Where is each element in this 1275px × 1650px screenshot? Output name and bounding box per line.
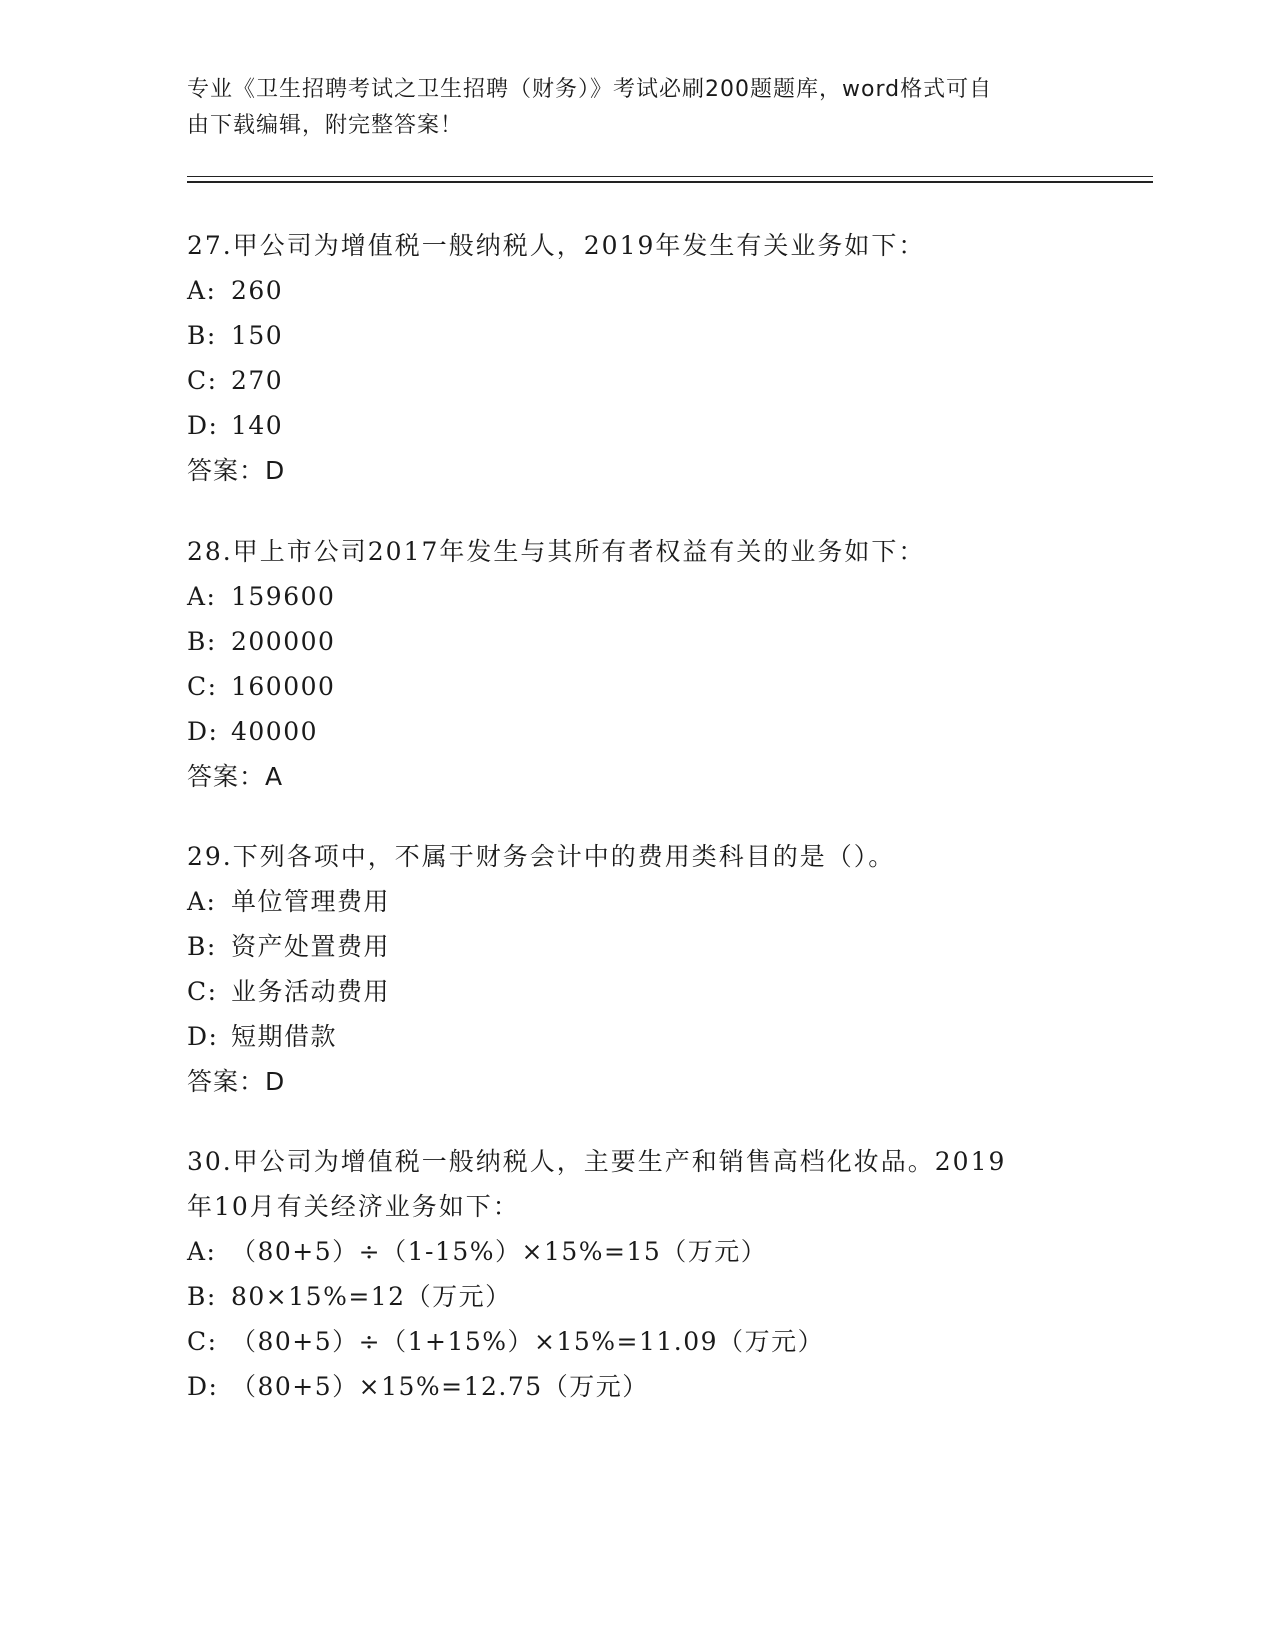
header-line: 由下载编辑，附完整答案！ [187, 113, 464, 138]
option-a [187, 574, 1087, 619]
option-key: B: [187, 932, 217, 961]
option-d [187, 1364, 1087, 1409]
option-a [187, 879, 1087, 924]
option-key: C: [187, 366, 218, 395]
option-text: （80+5）÷（1+15%）×15%=11.09（万元） [231, 1327, 825, 1356]
question-stem [187, 529, 1087, 574]
option-text: 200000 [231, 627, 336, 656]
option-key: D: [187, 1022, 219, 1051]
option-d [187, 1014, 1087, 1059]
option-key: C: [187, 1327, 218, 1356]
question-stem-line: 28.甲上市公司2017年发生与其所有者权益有关的业务如下： [187, 537, 926, 566]
answer-line: 答案：D [187, 1067, 286, 1096]
option-text: 单位管理费用 [231, 887, 391, 916]
option-c [187, 358, 1087, 403]
option-key: A: [187, 276, 217, 305]
option-b [187, 924, 1087, 969]
option-text: 160000 [231, 672, 336, 701]
option-a [187, 1229, 1087, 1274]
option-key: A: [187, 1237, 217, 1266]
document-header [187, 72, 1087, 144]
header-line: 专业《卫生招聘考试之卫生招聘（财务）》考试必刷200题题库，word格式可自 [187, 77, 993, 102]
option-key: D: [187, 411, 219, 440]
option-key: C: [187, 672, 218, 701]
option-key: A: [187, 887, 217, 916]
option-text: 270 [231, 366, 284, 395]
answer-line: 答案：D [187, 456, 286, 485]
option-key: C: [187, 977, 218, 1006]
option-b [187, 619, 1087, 664]
option-c [187, 969, 1087, 1014]
option-text: 80×15%=12（万元） [231, 1282, 512, 1311]
question-stem-line: 30.甲公司为增值税一般纳税人，主要生产和销售高档化妆品。2019 [187, 1147, 1007, 1176]
option-text: 业务活动费用 [231, 977, 391, 1006]
question-stem [187, 1139, 1087, 1229]
option-b [187, 1274, 1087, 1319]
option-key: D: [187, 1372, 219, 1401]
question-29 [187, 834, 1087, 1104]
header-divider-thin [187, 176, 1153, 177]
option-a [187, 268, 1087, 313]
option-b [187, 313, 1087, 358]
question-stem [187, 834, 1087, 879]
option-text: 159600 [231, 582, 336, 611]
option-text: 短期借款 [231, 1022, 338, 1051]
option-text: （80+5）×15%=12.75（万元） [231, 1372, 649, 1401]
option-key: B: [187, 1282, 217, 1311]
option-d [187, 403, 1087, 448]
option-d [187, 709, 1087, 754]
question-stem-line: 27.甲公司为增值税一般纳税人，2019年发生有关业务如下： [187, 231, 926, 260]
option-c [187, 1319, 1087, 1364]
question-30 [187, 1139, 1087, 1409]
option-key: D: [187, 717, 219, 746]
answer-line: 答案：A [187, 762, 284, 791]
option-key: B: [187, 321, 217, 350]
option-text: 140 [231, 411, 284, 440]
option-text: 40000 [231, 717, 319, 746]
question-stem [187, 223, 1087, 268]
question-27 [187, 223, 1087, 493]
option-text: 150 [231, 321, 284, 350]
option-text: 资产处置费用 [231, 932, 391, 961]
question-stem-line: 年10月有关经济业务如下： [187, 1192, 520, 1221]
option-text: 260 [231, 276, 284, 305]
option-key: A: [187, 582, 217, 611]
question-28 [187, 529, 1087, 799]
option-text: （80+5）÷（1-15%）×15%=15（万元） [231, 1237, 768, 1266]
option-c [187, 664, 1087, 709]
option-key: B: [187, 627, 217, 656]
question-stem-line: 29.下列各项中，不属于财务会计中的费用类科目的是（）。 [187, 842, 896, 871]
header-divider-thick [187, 181, 1153, 183]
